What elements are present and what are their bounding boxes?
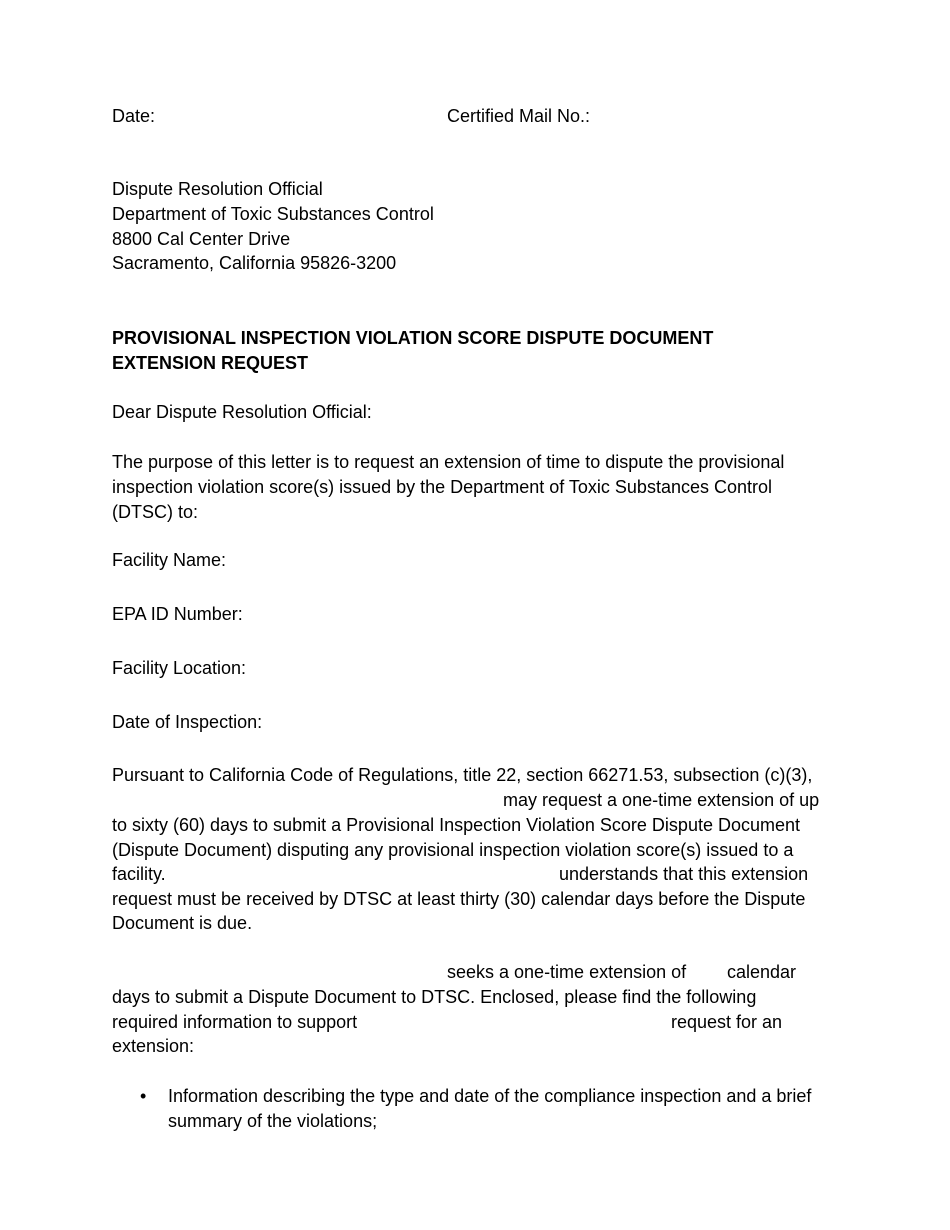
regulation-line: Document is due. bbox=[112, 913, 253, 933]
facility-location-label: Facility Location: bbox=[112, 658, 247, 678]
inspection-date-label: Date of Inspection: bbox=[112, 712, 263, 732]
paragraph-line: (DTSC) to: bbox=[112, 501, 199, 522]
letter-title bbox=[112, 326, 842, 376]
paragraph-line: The purpose of this letter is to request an extension of time to dispute the provisional bbox=[112, 452, 785, 472]
paragraph-line: inspection violation score(s) issued by the Department of Toxic Substances Control bbox=[112, 476, 772, 497]
extension-line: seeks a one-time extension of bbox=[447, 962, 687, 982]
extension-line: extension: bbox=[112, 1036, 195, 1056]
purpose-paragraph bbox=[112, 450, 842, 524]
extension-line: required information to support bbox=[112, 1012, 358, 1032]
certified-mail-label: Certified Mail No.: bbox=[447, 106, 591, 126]
regulation-line: to sixty (60) days to submit a Provisional Inspection Violation Score Dispute Document bbox=[112, 815, 800, 835]
facility-name-label: Facility Name: bbox=[112, 550, 227, 570]
salutation: Dear Dispute Resolution Official: bbox=[112, 402, 372, 422]
title-line: EXTENSION REQUEST bbox=[112, 352, 309, 373]
extension-line: calendar bbox=[727, 962, 797, 982]
title-line: PROVISIONAL INSPECTION VIOLATION SCORE DISPUTE DOCUMENT bbox=[112, 328, 714, 348]
address-line: Sacramento, California 95826-3200 bbox=[112, 253, 397, 274]
address-line: Dispute Resolution Official bbox=[112, 179, 323, 199]
regulation-line: Pursuant to California Code of Regulations, title 22, section 66271.53, subsection (c)(3), bbox=[112, 765, 813, 785]
recipient-address bbox=[112, 177, 842, 276]
regulation-line: (Dispute Document) disputing any provisional inspection violation score(s) issued to a bbox=[112, 840, 794, 860]
extension-line: days to submit a Dispute Document to DTSC. Enclosed, please find the following bbox=[112, 987, 757, 1007]
extension-line: request for an bbox=[671, 1012, 783, 1032]
address-line: Department of Toxic Substances Control bbox=[112, 203, 434, 224]
bullet-icon: • bbox=[140, 1086, 147, 1106]
list-item: Information describing the type and date of the compliance inspection and a brief summary of the violations; bbox=[168, 1086, 812, 1131]
regulation-line: facility. bbox=[112, 864, 166, 884]
date-label: Date: bbox=[112, 106, 156, 126]
address-line: 8800 Cal Center Drive bbox=[112, 228, 291, 249]
regulation-line: understands that this extension bbox=[559, 864, 809, 884]
regulation-line: may request a one-time extension of up bbox=[503, 790, 820, 810]
regulation-line: request must be received by DTSC at least thirty (30) calendar days before the Dispute bbox=[112, 889, 806, 909]
epa-id-label: EPA ID Number: bbox=[112, 604, 243, 624]
